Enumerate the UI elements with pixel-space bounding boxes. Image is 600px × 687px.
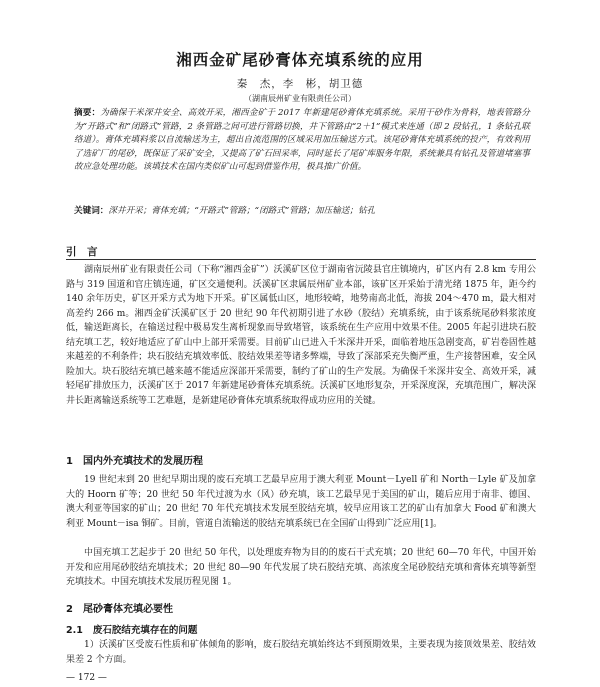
abstract-text: 为确保干米深井安全、高效开采，湘西金矿于 2017 年新建尾砂膏体充填系统。采用干砂作为骨料，地表管路分为“开路式”和“闭路式”管路，2 条管路之间可进行管路切换，井下管路由“2＋1”模式来连通（即 2 段钻孔，1 条钻孔联络道）。膏体充填料浆以自流输送为主，超出自流范围的区域采用加压输送方式。该尾砂膏体充填系统的投产，有效利用了选矿厂的尾砂，既保证了采矿安全，又提高了矿石回采率，同时延长了尾矿库服务年限，系统兼具有钻孔及管道堵塞事故应急处理功能。该填技术在国内类似矿山可起到借鉴作用，极具推广价值。 — [74, 108, 530, 173]
intro-heading: 引 言 — [66, 246, 98, 258]
subsection-2-1-paragraph: 1）沃溪矿区受废石性质和矿体倾角的影响，废石胶结充填始终达不到预期效果，主要表现为接顶效果差、胶结效果差 2 个方面。 — [66, 640, 536, 665]
intro-divider — [66, 259, 536, 260]
keywords-text: 深井开采；膏体充填；“开路式”管路；“闭路式”管路；加压输送；钻孔 — [108, 206, 376, 216]
section-1-paragraph-2: 中国充填工艺起步于 20 世纪 50 年代，以处理废弃物为目的的废石干式充填；20 世纪 60—70 年代，中国开始开发和应用尾砂胶结充填技术；20 世纪 80—90 年代发展了块石胶结充填、高浓度全尾砂胶结充填和膏体充填等新型充填技术。中国充填技术发展历程见图 1。 — [66, 548, 536, 587]
paper-title: 湘西金矿尾砂膏体充填系统的应用 — [176, 51, 424, 69]
abstract — [74, 107, 530, 175]
abstract-label: 摘要： — [74, 108, 101, 118]
authors: 秦 杰，李 彬，胡卫德 — [236, 78, 364, 90]
affiliation: （湖南辰州矿业有限责任公司） — [244, 94, 356, 103]
keywords — [74, 205, 530, 218]
page-number: — 172 — — [66, 673, 107, 683]
section-1-heading — [66, 452, 203, 467]
section-2-number: 2 — [66, 604, 73, 615]
section-2-title: 尾砂膏体充填必要性 — [82, 604, 173, 615]
intro-paragraph: 湖南辰州矿业有限责任公司（下称“湘西金矿”）沃溪矿区位于湖南省沅陵县官庄镇境内，矿区内有 2.8 km 专用公路与 319 国道和官庄镇连通，矿区交通便利。沃溪矿区隶属辰州矿业本部，该矿区开采始于清光绪 1875 年，距今约 140 余年历史，矿区开采方式为地下开采。矿区属低山区，地形较崎，地势南高北低，海拔 204～470 m，最大相对高差约 266 m。湘西金矿沃溪矿区于 20 世纪 90 年代初期引进了水砂（胶结）充填系统，由于该系统尾砂料浆浓度低，输送距离长，在输送过程中极易发生离析现象而导致堵管，该系统在生产应用中效果不佳。2005 年起引进块石胶结充填工艺，较好地适应了矿山中上部开采需要。目前矿山已进入千米深井开采，面临着地压急剧变高，矿岩卷固性越来越差的不利条件；块石胶结充填效率低、胶结效果差等诸多弊端，导致了深部采充失衡严重，生产接替困难，安全风险加大。块石胶结充填已越来越不能适应深部开采需要，制约了矿山的生产发展。为确保千米深井安全、高效开采，减轻尾矿排放压力，沃溪矿区于 2017 年新建尾砂膏体充填系统。沃溪矿区地形复杂，开采深度深，充填范围广，解决深井长距离输送系统等工艺难题，是新建尾砂膏体充填系统取得成功应用的关键。 — [66, 265, 536, 406]
subsection-2-1-title: 废石胶结充填存在的问题 — [92, 625, 198, 636]
section-1-title: 国内外充填技术的发展历程 — [82, 456, 203, 467]
section-1-paragraph-1: 19 世纪末到 20 世纪早期出现的废石充填工艺最早应用于澳大利亚 Mount－Lyell 矿和 North－Lyle 矿及加拿大的 Hoorn 矿等；20 世纪 50 年代过渡为水（风）砂充填，该工艺最早见于美国的矿山，随后应用于南非、德国、澳大利亚等国家的矿山；20 世纪 70 年代充填技术发展至胶结充填，较早应用该工艺的矿山有加拿大 Food 矿和澳大利亚 Mount－isa 铜矿。目前，管道自流输送的胶结充填系统已在全国矿山得到广泛应用[1]。 — [66, 475, 536, 529]
subsection-2-1-number: 2.1 — [66, 625, 83, 636]
subsection-2-1-heading — [66, 622, 197, 636]
section-1-number: 1 — [66, 456, 73, 467]
keywords-label: 关键词： — [74, 206, 109, 216]
section-2-heading — [66, 600, 173, 615]
